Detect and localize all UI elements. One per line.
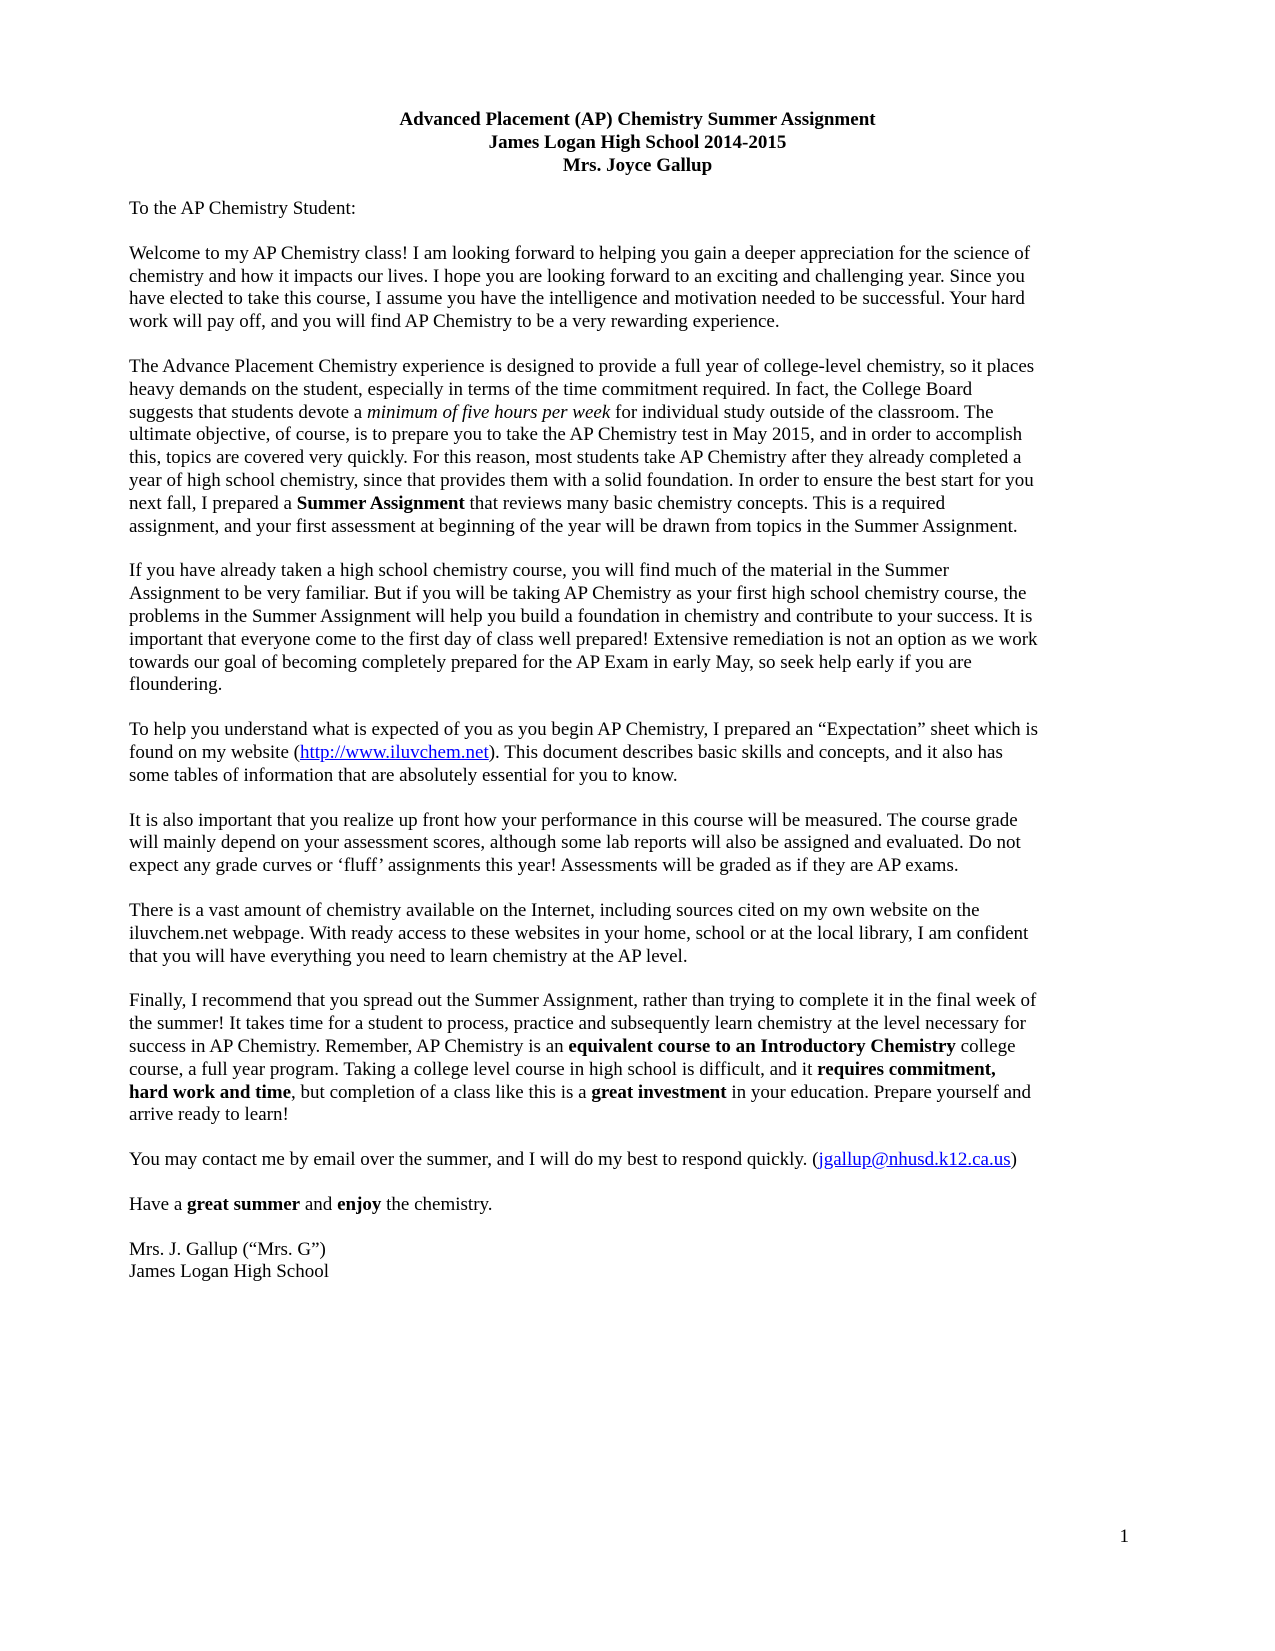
text-line: work will pay off, and you will find AP Chemistry to be a very rewarding experience.: [129, 311, 780, 333]
text-run: next fall, I prepared a: [129, 492, 297, 514]
text-line: ultimate objective, of course, is to prepare you to take the AP Chemistry test in May 2015, and in order to accomplish: [129, 424, 1023, 446]
signature-name: Mrs. J. Gallup (“Mrs. G”): [129, 1238, 326, 1260]
text-line: If you have already taken a high school chemistry course, you will find much of the material in the Summer: [129, 560, 949, 582]
text-run: college: [955, 1035, 1016, 1057]
text-run: Have a: [129, 1193, 188, 1215]
text-line: towards our goal of becoming completely prepared for the AP Exam in early May, so seek help early if you are: [129, 651, 972, 673]
text-run: the chemistry.: [381, 1193, 493, 1215]
text-line: Assignment to be very familiar. But if you will be taking AP Chemistry as your first high school chemistry course, the: [129, 583, 1027, 605]
paragraph-expectations: [129, 719, 1129, 787]
text-line: [129, 1149, 1129, 1172]
text-line: [129, 402, 1129, 425]
text-run: success in AP Chemistry. Remember, AP Chemistry is an: [129, 1035, 569, 1057]
text-line: year of high school chemistry, since that provides them with a solid foundation. In order to ensure the best start for you: [129, 469, 1034, 491]
text-line: [129, 1059, 1129, 1082]
text-line: assignment, and your first assessment at beginning of the year will be drawn from topics in the Summer Assignment.: [129, 515, 1018, 537]
website-link[interactable]: http://www.iluvchem.net: [299, 741, 489, 763]
document-title: Advanced Placement (AP) Chemistry Summer Assignment: [399, 109, 876, 130]
text-line: expect any grade curves or ‘fluff’ assignments this year! Assessments will be graded as if they are AP exams.: [129, 855, 959, 877]
signature-school: James Logan High School: [129, 1261, 330, 1283]
paragraph-closing: [129, 1194, 1129, 1217]
text-line: important that everyone come to the first day of class well prepared! Extensive remediation is not an option as we work: [129, 628, 1038, 650]
bold-summer-assignment: Summer Assignment: [296, 492, 465, 514]
text-line: that you will have everything you need to learn chemistry at the AP level.: [129, 945, 688, 967]
text-line: chemistry and how it impacts our lives. I hope you are looking forward to an exciting and challenging year. Since you: [129, 265, 1025, 287]
text-run: , but completion of a class like this is a: [291, 1081, 592, 1103]
paragraph-prior-chemistry: [129, 560, 1129, 697]
text-line: To help you understand what is expected of you as you begin AP Chemistry, I prepared an “Expectation” sheet which is: [129, 719, 1039, 741]
text-line: will mainly depend on your assessment scores, although some lab reports will also be assigned and evaluated. Do not: [129, 832, 1021, 854]
text-line: arrive ready to learn!: [129, 1104, 289, 1126]
text-run: found on my website (: [129, 741, 300, 763]
text-run: and: [300, 1193, 338, 1215]
text-line: have elected to take this course, I assume you have the intelligence and motivation needed to be successful. Your hard: [129, 288, 1025, 310]
paragraph-grading: [129, 810, 1129, 878]
text-line: heavy demands on the student, especially in terms of the time commitment required. In fact, the College Board: [129, 378, 973, 400]
text-line: the summer! It takes time for a student to process, practice and subsequently learn chemistry at the level necessary for: [129, 1013, 1026, 1035]
bold-great-investment: great investment: [591, 1081, 727, 1103]
text-run: ). This document describes basic skills and concepts, and it also has: [488, 741, 1003, 763]
text-line: Welcome to my AP Chemistry class! I am looking forward to helping you gain a deeper appreciation for the science of: [129, 242, 1031, 264]
text-line: Finally, I recommend that you spread out the Summer Assignment, rather than trying to complete it in the final week of: [129, 990, 1037, 1012]
emphasis-study-time: minimum of five hours per week: [367, 401, 611, 423]
page-number: 1: [1119, 1526, 1129, 1547]
paragraph-ap-experience: [129, 356, 1129, 538]
text-run: You may contact me by email over the summer, and I will do my best to respond quickly. (: [129, 1149, 819, 1171]
email-link[interactable]: jgallup@nhusd.k12.ca.us: [818, 1149, 1011, 1171]
text-line: iluvchem.net webpage. With ready access to these websites in your home, school or at the local library, I am confident: [129, 922, 1029, 944]
text-line: [129, 1036, 1129, 1059]
text-line: It is also important that you realize up front how your performance in this course will be measured. The course grade: [129, 809, 1018, 831]
school-year: James Logan High School 2014-2015: [488, 132, 787, 153]
text-run: for individual study outside of the classroom. The: [610, 401, 994, 423]
paragraph-welcome: [129, 243, 1129, 334]
paragraph-contact: [129, 1149, 1129, 1172]
letter-body: [129, 198, 1129, 1306]
signature-block: [129, 1239, 1129, 1285]
text-line: problems in the Summer Assignment will help you build a foundation in chemistry and contribute to your success. It is: [129, 605, 1033, 627]
bold-hard-work: hard work and time: [129, 1081, 292, 1103]
text-run: suggests that students devote a: [129, 401, 367, 423]
text-run: course, a full year program. Taking a college level course in high school is difficult, and it: [129, 1058, 818, 1080]
text-line: [129, 1082, 1129, 1105]
bold-requires-commitment: requires commitment,: [817, 1058, 996, 1080]
text-run: that reviews many basic chemistry concepts. This is a required: [464, 492, 946, 514]
greeting: To the AP Chemistry Student:: [129, 198, 357, 219]
paragraph-recommendation: [129, 990, 1129, 1127]
text-line: [129, 493, 1129, 516]
text-run: in your education. Prepare yourself and: [726, 1081, 1032, 1103]
text-run: ): [1010, 1149, 1017, 1171]
text-line: The Advance Placement Chemistry experience is designed to provide a full year of college-level chemistry, so it places: [129, 355, 1035, 377]
text-line: There is a vast amount of chemistry available on the Internet, including sources cited on my own website on the: [129, 899, 980, 921]
text-line: floundering.: [129, 674, 223, 696]
text-line: some tables of information that are absolutely essential for you to know.: [129, 764, 678, 786]
teacher-name: Mrs. Joyce Gallup: [562, 155, 713, 176]
bold-great-summer: great summer: [187, 1193, 301, 1215]
document-header: [0, 108, 1275, 177]
bold-equivalent-course: equivalent course to an Introductory Chemistry: [568, 1035, 956, 1057]
text-line: [129, 742, 1129, 765]
paragraph-internet-resources: [129, 900, 1129, 968]
bold-enjoy: enjoy: [337, 1193, 382, 1215]
text-line: this, topics are covered very quickly. For this reason, most students take AP Chemistry after they already completed a: [129, 447, 1022, 469]
text-line: [129, 1194, 1129, 1217]
